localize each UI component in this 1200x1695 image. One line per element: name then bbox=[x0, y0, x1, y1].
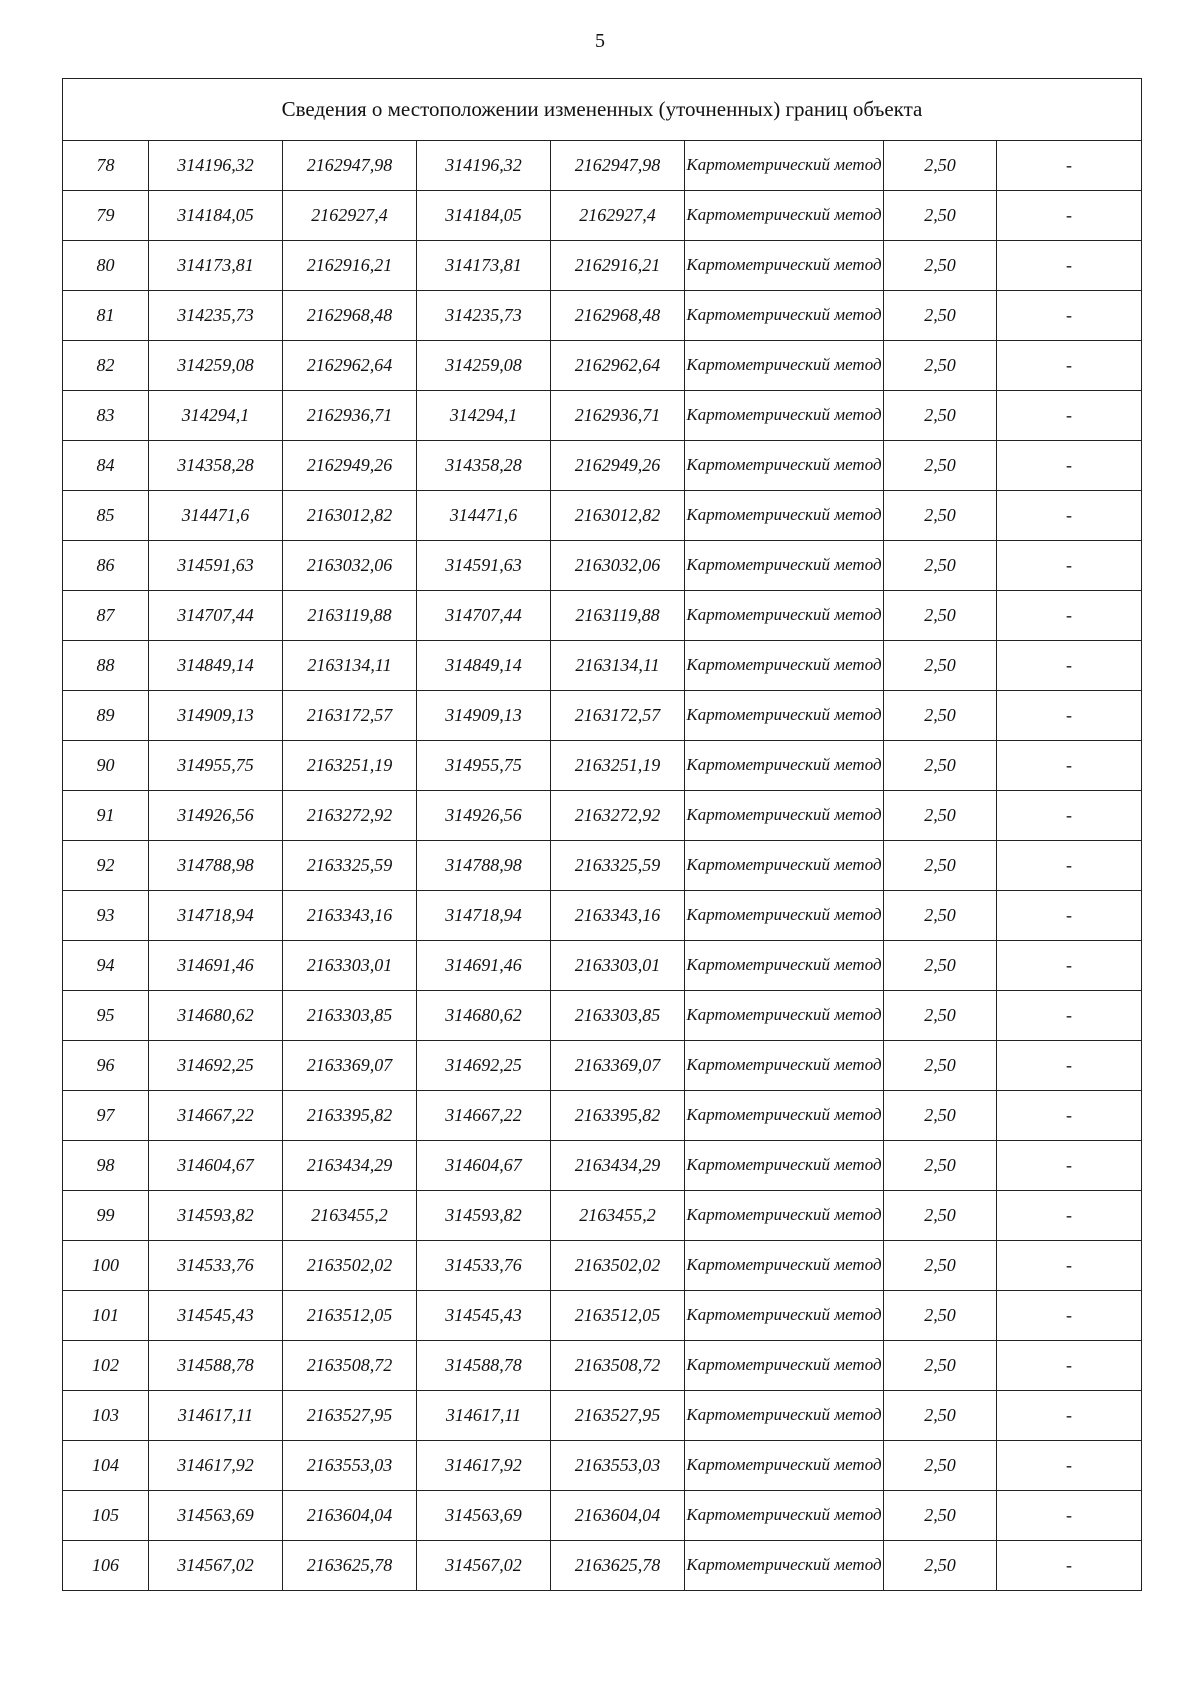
cell-y-existing: 2162936,71 bbox=[283, 391, 417, 441]
cell-y-existing: 2163303,85 bbox=[283, 991, 417, 1041]
cell-x-existing: 314909,13 bbox=[149, 691, 283, 741]
cell-accuracy: 2,50 bbox=[884, 1291, 997, 1341]
cell-x-new: 314926,56 bbox=[417, 791, 551, 841]
cell-x-existing: 314588,78 bbox=[149, 1341, 283, 1391]
cell-x-existing: 314545,43 bbox=[149, 1291, 283, 1341]
cell-accuracy: 2,50 bbox=[884, 441, 997, 491]
cell-point-number: 97 bbox=[63, 1091, 149, 1141]
cell-x-new: 314173,81 bbox=[417, 241, 551, 291]
cell-description: - bbox=[997, 491, 1142, 541]
cell-method: Картометрический метод bbox=[685, 1191, 884, 1241]
cell-description: - bbox=[997, 1141, 1142, 1191]
cell-point-number: 99 bbox=[63, 1191, 149, 1241]
cell-y-existing: 2163032,06 bbox=[283, 541, 417, 591]
cell-x-new: 314588,78 bbox=[417, 1341, 551, 1391]
cell-point-number: 98 bbox=[63, 1141, 149, 1191]
cell-method: Картометрический метод bbox=[685, 441, 884, 491]
cell-method: Картометрический метод bbox=[685, 941, 884, 991]
cell-point-number: 88 bbox=[63, 641, 149, 691]
cell-x-existing: 314955,75 bbox=[149, 741, 283, 791]
cell-accuracy: 2,50 bbox=[884, 1341, 997, 1391]
table-row bbox=[63, 1391, 1142, 1441]
table-title: Сведения о местоположении измененных (уточненных) границ объекта bbox=[63, 79, 1142, 141]
cell-y-existing: 2163134,11 bbox=[283, 641, 417, 691]
cell-description: - bbox=[997, 391, 1142, 441]
cell-method: Картометрический метод bbox=[685, 141, 884, 191]
cell-y-new: 2163369,07 bbox=[551, 1041, 685, 1091]
cell-y-existing: 2163369,07 bbox=[283, 1041, 417, 1091]
cell-y-new: 2163395,82 bbox=[551, 1091, 685, 1141]
cell-y-new: 2162968,48 bbox=[551, 291, 685, 341]
cell-y-new: 2163012,82 bbox=[551, 491, 685, 541]
cell-point-number: 83 bbox=[63, 391, 149, 441]
cell-x-existing: 314591,63 bbox=[149, 541, 283, 591]
table-row bbox=[63, 741, 1142, 791]
cell-x-new: 314184,05 bbox=[417, 191, 551, 241]
cell-method: Картометрический метод bbox=[685, 191, 884, 241]
cell-y-new: 2162947,98 bbox=[551, 141, 685, 191]
cell-x-existing: 314593,82 bbox=[149, 1191, 283, 1241]
cell-method: Картометрический метод bbox=[685, 241, 884, 291]
cell-accuracy: 2,50 bbox=[884, 841, 997, 891]
cell-x-new: 314707,44 bbox=[417, 591, 551, 641]
cell-description: - bbox=[997, 1241, 1142, 1291]
cell-y-new: 2163502,02 bbox=[551, 1241, 685, 1291]
cell-y-new: 2163303,01 bbox=[551, 941, 685, 991]
table-row bbox=[63, 841, 1142, 891]
cell-description: - bbox=[997, 691, 1142, 741]
table-row bbox=[63, 291, 1142, 341]
cell-method: Картометрический метод bbox=[685, 1541, 884, 1591]
cell-x-new: 314545,43 bbox=[417, 1291, 551, 1341]
cell-x-new: 314259,08 bbox=[417, 341, 551, 391]
cell-y-new: 2162936,71 bbox=[551, 391, 685, 441]
cell-description: - bbox=[997, 1041, 1142, 1091]
cell-y-existing: 2163502,02 bbox=[283, 1241, 417, 1291]
cell-method: Картометрический метод bbox=[685, 691, 884, 741]
cell-description: - bbox=[997, 891, 1142, 941]
cell-x-existing: 314788,98 bbox=[149, 841, 283, 891]
cell-y-new: 2163325,59 bbox=[551, 841, 685, 891]
cell-method: Картометрический метод bbox=[685, 491, 884, 541]
cell-y-new: 2163343,16 bbox=[551, 891, 685, 941]
table-body bbox=[63, 141, 1142, 1591]
cell-x-new: 314718,94 bbox=[417, 891, 551, 941]
table-row bbox=[63, 1291, 1142, 1341]
table-row bbox=[63, 991, 1142, 1041]
cell-point-number: 84 bbox=[63, 441, 149, 491]
cell-y-existing: 2163012,82 bbox=[283, 491, 417, 541]
cell-accuracy: 2,50 bbox=[884, 1141, 997, 1191]
cell-accuracy: 2,50 bbox=[884, 1241, 997, 1291]
cell-method: Картометрический метод bbox=[685, 591, 884, 641]
cell-point-number: 101 bbox=[63, 1291, 149, 1341]
cell-y-existing: 2163527,95 bbox=[283, 1391, 417, 1441]
cell-point-number: 81 bbox=[63, 291, 149, 341]
cell-description: - bbox=[997, 341, 1142, 391]
cell-method: Картометрический метод bbox=[685, 1441, 884, 1491]
cell-x-existing: 314617,11 bbox=[149, 1391, 283, 1441]
page-number: 5 bbox=[595, 30, 605, 52]
cell-method: Картометрический метод bbox=[685, 1241, 884, 1291]
cell-x-new: 314563,69 bbox=[417, 1491, 551, 1541]
cell-x-new: 314909,13 bbox=[417, 691, 551, 741]
cell-description: - bbox=[997, 1191, 1142, 1241]
cell-accuracy: 2,50 bbox=[884, 241, 997, 291]
cell-point-number: 102 bbox=[63, 1341, 149, 1391]
cell-y-new: 2162962,64 bbox=[551, 341, 685, 391]
cell-description: - bbox=[997, 1441, 1142, 1491]
cell-description: - bbox=[997, 741, 1142, 791]
cell-x-existing: 314707,44 bbox=[149, 591, 283, 641]
cell-x-new: 314567,02 bbox=[417, 1541, 551, 1591]
table-row bbox=[63, 1191, 1142, 1241]
cell-point-number: 92 bbox=[63, 841, 149, 891]
cell-y-new: 2163512,05 bbox=[551, 1291, 685, 1341]
cell-description: - bbox=[997, 1291, 1142, 1341]
cell-method: Картометрический метод bbox=[685, 1091, 884, 1141]
cell-y-new: 2163303,85 bbox=[551, 991, 685, 1041]
boundary-coordinates-table bbox=[62, 78, 1142, 1591]
cell-point-number: 82 bbox=[63, 341, 149, 391]
cell-description: - bbox=[997, 1541, 1142, 1591]
cell-accuracy: 2,50 bbox=[884, 691, 997, 741]
cell-y-existing: 2163604,04 bbox=[283, 1491, 417, 1541]
cell-accuracy: 2,50 bbox=[884, 491, 997, 541]
table-row bbox=[63, 441, 1142, 491]
cell-point-number: 78 bbox=[63, 141, 149, 191]
cell-description: - bbox=[997, 291, 1142, 341]
cell-accuracy: 2,50 bbox=[884, 541, 997, 591]
cell-y-existing: 2163553,03 bbox=[283, 1441, 417, 1491]
cell-description: - bbox=[997, 1491, 1142, 1541]
cell-y-new: 2163625,78 bbox=[551, 1541, 685, 1591]
cell-x-new: 314849,14 bbox=[417, 641, 551, 691]
cell-description: - bbox=[997, 591, 1142, 641]
cell-method: Картометрический метод bbox=[685, 791, 884, 841]
cell-accuracy: 2,50 bbox=[884, 791, 997, 841]
cell-method: Картометрический метод bbox=[685, 641, 884, 691]
table-row bbox=[63, 1041, 1142, 1091]
cell-point-number: 90 bbox=[63, 741, 149, 791]
cell-x-new: 314692,25 bbox=[417, 1041, 551, 1091]
cell-method: Картометрический метод bbox=[685, 1491, 884, 1541]
cell-y-existing: 2163325,59 bbox=[283, 841, 417, 891]
cell-x-new: 314680,62 bbox=[417, 991, 551, 1041]
cell-description: - bbox=[997, 991, 1142, 1041]
cell-y-existing: 2163119,88 bbox=[283, 591, 417, 641]
cell-y-new: 2162916,21 bbox=[551, 241, 685, 291]
cell-description: - bbox=[997, 941, 1142, 991]
cell-x-new: 314533,76 bbox=[417, 1241, 551, 1291]
cell-x-existing: 314563,69 bbox=[149, 1491, 283, 1541]
table-row bbox=[63, 1491, 1142, 1541]
cell-accuracy: 2,50 bbox=[884, 1191, 997, 1241]
cell-description: - bbox=[997, 841, 1142, 891]
cell-x-existing: 314691,46 bbox=[149, 941, 283, 991]
table-row bbox=[63, 641, 1142, 691]
cell-accuracy: 2,50 bbox=[884, 1041, 997, 1091]
cell-method: Картометрический метод bbox=[685, 341, 884, 391]
table-row bbox=[63, 241, 1142, 291]
cell-description: - bbox=[997, 791, 1142, 841]
cell-point-number: 93 bbox=[63, 891, 149, 941]
table-row bbox=[63, 941, 1142, 991]
cell-accuracy: 2,50 bbox=[884, 891, 997, 941]
table-row bbox=[63, 891, 1142, 941]
cell-y-existing: 2162916,21 bbox=[283, 241, 417, 291]
cell-y-existing: 2163625,78 bbox=[283, 1541, 417, 1591]
cell-x-existing: 314718,94 bbox=[149, 891, 283, 941]
cell-y-new: 2163272,92 bbox=[551, 791, 685, 841]
table-row bbox=[63, 1141, 1142, 1191]
cell-point-number: 79 bbox=[63, 191, 149, 241]
cell-y-new: 2163434,29 bbox=[551, 1141, 685, 1191]
cell-description: - bbox=[997, 191, 1142, 241]
cell-accuracy: 2,50 bbox=[884, 641, 997, 691]
cell-y-new: 2163172,57 bbox=[551, 691, 685, 741]
cell-accuracy: 2,50 bbox=[884, 1541, 997, 1591]
cell-x-existing: 314667,22 bbox=[149, 1091, 283, 1141]
cell-description: - bbox=[997, 1341, 1142, 1391]
cell-method: Картометрический метод bbox=[685, 1041, 884, 1091]
cell-y-existing: 2163455,2 bbox=[283, 1191, 417, 1241]
cell-point-number: 100 bbox=[63, 1241, 149, 1291]
table-row bbox=[63, 491, 1142, 541]
cell-y-existing: 2162968,48 bbox=[283, 291, 417, 341]
cell-y-new: 2163527,95 bbox=[551, 1391, 685, 1441]
cell-y-new: 2163455,2 bbox=[551, 1191, 685, 1241]
cell-y-existing: 2162927,4 bbox=[283, 191, 417, 241]
table-row bbox=[63, 341, 1142, 391]
cell-point-number: 105 bbox=[63, 1491, 149, 1541]
cell-x-existing: 314692,25 bbox=[149, 1041, 283, 1091]
cell-x-new: 314788,98 bbox=[417, 841, 551, 891]
table-row bbox=[63, 1241, 1142, 1291]
cell-method: Картометрический метод bbox=[685, 1341, 884, 1391]
cell-y-existing: 2163434,29 bbox=[283, 1141, 417, 1191]
table-row bbox=[63, 691, 1142, 741]
cell-description: - bbox=[997, 1091, 1142, 1141]
cell-point-number: 87 bbox=[63, 591, 149, 641]
table-row bbox=[63, 791, 1142, 841]
cell-y-new: 2163134,11 bbox=[551, 641, 685, 691]
cell-y-existing: 2162949,26 bbox=[283, 441, 417, 491]
cell-description: - bbox=[997, 141, 1142, 191]
cell-y-new: 2163119,88 bbox=[551, 591, 685, 641]
table-title-row bbox=[63, 79, 1142, 141]
cell-y-new: 2163508,72 bbox=[551, 1341, 685, 1391]
cell-y-existing: 2163512,05 bbox=[283, 1291, 417, 1341]
cell-point-number: 95 bbox=[63, 991, 149, 1041]
cell-point-number: 86 bbox=[63, 541, 149, 591]
cell-accuracy: 2,50 bbox=[884, 741, 997, 791]
cell-y-existing: 2163303,01 bbox=[283, 941, 417, 991]
cell-accuracy: 2,50 bbox=[884, 991, 997, 1041]
cell-x-new: 314471,6 bbox=[417, 491, 551, 541]
cell-x-existing: 314471,6 bbox=[149, 491, 283, 541]
table-row bbox=[63, 591, 1142, 641]
cell-y-existing: 2163272,92 bbox=[283, 791, 417, 841]
cell-point-number: 104 bbox=[63, 1441, 149, 1491]
table-row bbox=[63, 191, 1142, 241]
cell-x-existing: 314235,73 bbox=[149, 291, 283, 341]
table-row bbox=[63, 391, 1142, 441]
cell-x-new: 314617,11 bbox=[417, 1391, 551, 1441]
cell-accuracy: 2,50 bbox=[884, 291, 997, 341]
cell-x-existing: 314533,76 bbox=[149, 1241, 283, 1291]
cell-method: Картометрический метод bbox=[685, 541, 884, 591]
table-row bbox=[63, 1091, 1142, 1141]
cell-y-new: 2162927,4 bbox=[551, 191, 685, 241]
cell-accuracy: 2,50 bbox=[884, 1441, 997, 1491]
cell-y-existing: 2163508,72 bbox=[283, 1341, 417, 1391]
cell-x-new: 314691,46 bbox=[417, 941, 551, 991]
cell-x-existing: 314926,56 bbox=[149, 791, 283, 841]
cell-method: Картометрический метод bbox=[685, 1391, 884, 1441]
cell-x-existing: 314259,08 bbox=[149, 341, 283, 391]
cell-x-new: 314196,32 bbox=[417, 141, 551, 191]
cell-y-new: 2163553,03 bbox=[551, 1441, 685, 1491]
cell-accuracy: 2,50 bbox=[884, 1491, 997, 1541]
cell-x-existing: 314196,32 bbox=[149, 141, 283, 191]
cell-point-number: 91 bbox=[63, 791, 149, 841]
table-row bbox=[63, 541, 1142, 591]
cell-method: Картометрический метод bbox=[685, 1291, 884, 1341]
cell-description: - bbox=[997, 541, 1142, 591]
cell-x-existing: 314604,67 bbox=[149, 1141, 283, 1191]
cell-y-new: 2163251,19 bbox=[551, 741, 685, 791]
cell-y-existing: 2163251,19 bbox=[283, 741, 417, 791]
table-row bbox=[63, 141, 1142, 191]
cell-x-existing: 314617,92 bbox=[149, 1441, 283, 1491]
cell-point-number: 103 bbox=[63, 1391, 149, 1441]
cell-x-new: 314593,82 bbox=[417, 1191, 551, 1241]
cell-accuracy: 2,50 bbox=[884, 391, 997, 441]
cell-x-existing: 314294,1 bbox=[149, 391, 283, 441]
cell-x-new: 314235,73 bbox=[417, 291, 551, 341]
cell-y-existing: 2162962,64 bbox=[283, 341, 417, 391]
cell-point-number: 85 bbox=[63, 491, 149, 541]
cell-accuracy: 2,50 bbox=[884, 1391, 997, 1441]
cell-y-new: 2163032,06 bbox=[551, 541, 685, 591]
cell-y-new: 2162949,26 bbox=[551, 441, 685, 491]
cell-description: - bbox=[997, 241, 1142, 291]
cell-x-new: 314294,1 bbox=[417, 391, 551, 441]
cell-accuracy: 2,50 bbox=[884, 141, 997, 191]
cell-method: Картометрический метод bbox=[685, 391, 884, 441]
cell-x-new: 314667,22 bbox=[417, 1091, 551, 1141]
cell-x-existing: 314680,62 bbox=[149, 991, 283, 1041]
cell-description: - bbox=[997, 641, 1142, 691]
cell-x-new: 314955,75 bbox=[417, 741, 551, 791]
cell-description: - bbox=[997, 441, 1142, 491]
cell-y-existing: 2162947,98 bbox=[283, 141, 417, 191]
cell-y-existing: 2163343,16 bbox=[283, 891, 417, 941]
cell-y-existing: 2163395,82 bbox=[283, 1091, 417, 1141]
cell-x-new: 314358,28 bbox=[417, 441, 551, 491]
cell-accuracy: 2,50 bbox=[884, 1091, 997, 1141]
cell-x-existing: 314184,05 bbox=[149, 191, 283, 241]
cell-point-number: 106 bbox=[63, 1541, 149, 1591]
cell-point-number: 96 bbox=[63, 1041, 149, 1091]
cell-method: Картометрический метод bbox=[685, 741, 884, 791]
cell-method: Картометрический метод bbox=[685, 291, 884, 341]
cell-method: Картометрический метод bbox=[685, 1141, 884, 1191]
cell-x-existing: 314849,14 bbox=[149, 641, 283, 691]
cell-y-new: 2163604,04 bbox=[551, 1491, 685, 1541]
cell-x-existing: 314567,02 bbox=[149, 1541, 283, 1591]
cell-y-existing: 2163172,57 bbox=[283, 691, 417, 741]
cell-x-new: 314591,63 bbox=[417, 541, 551, 591]
cell-x-new: 314617,92 bbox=[417, 1441, 551, 1491]
table-row bbox=[63, 1441, 1142, 1491]
cell-method: Картометрический метод bbox=[685, 891, 884, 941]
cell-x-existing: 314173,81 bbox=[149, 241, 283, 291]
cell-point-number: 80 bbox=[63, 241, 149, 291]
table-row bbox=[63, 1341, 1142, 1391]
cell-method: Картометрический метод bbox=[685, 991, 884, 1041]
cell-point-number: 94 bbox=[63, 941, 149, 991]
cell-accuracy: 2,50 bbox=[884, 941, 997, 991]
cell-x-existing: 314358,28 bbox=[149, 441, 283, 491]
cell-accuracy: 2,50 bbox=[884, 191, 997, 241]
cell-x-new: 314604,67 bbox=[417, 1141, 551, 1191]
table-row bbox=[63, 1541, 1142, 1591]
cell-accuracy: 2,50 bbox=[884, 591, 997, 641]
cell-description: - bbox=[997, 1391, 1142, 1441]
cell-accuracy: 2,50 bbox=[884, 341, 997, 391]
cell-method: Картометрический метод bbox=[685, 841, 884, 891]
cell-point-number: 89 bbox=[63, 691, 149, 741]
